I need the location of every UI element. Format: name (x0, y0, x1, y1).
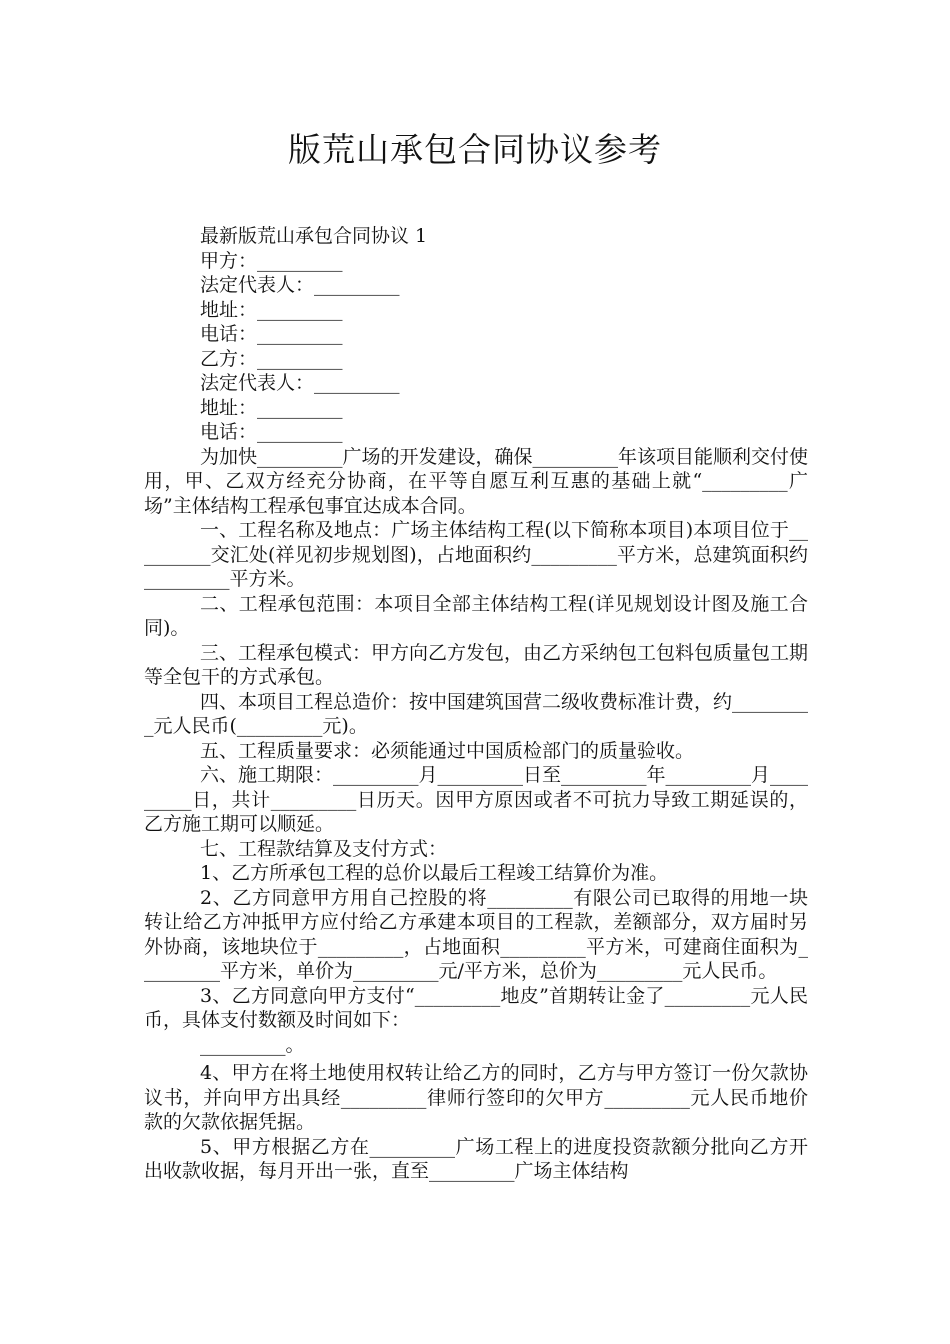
clause-5-paragraph: 五、工程质量要求：必须能通过中国质检部门的质量验收。 (200, 739, 695, 762)
document-body (144, 224, 808, 1184)
clause-7-item-5: 5、甲方根据乙方在_________广场工程上的进度投资款额分批向乙方开出收款收据，每月开出一张，直至_________广场主体结构 (144, 1135, 808, 1182)
clause-2-paragraph: 二、工程承包范围：本项目全部主体结构工程(详见规划设计图及施工合同)。 (144, 592, 808, 639)
clause-7-item-3: 3、乙方同意向甲方支付“_________地皮”首期转让金了_________元人民币，具体支付数额及时间如下： (144, 984, 808, 1031)
preamble-paragraph: 为加快_________广场的开发建设，确保_________年该项目能顺利交付使用，甲、乙双方经充分协商，在平等自愿互利互惠的基础上就“_________广场”主体结构工程承包事宜达成本合同。 (144, 445, 809, 517)
party-a-representative-field: 法定代表人：_________ (200, 274, 400, 296)
party-b-phone-field: 电话：_________ (200, 421, 343, 443)
party-a-address-field: 地址：_________ (200, 298, 343, 321)
clause-7-heading: 七、工程款结算及支付方式： (200, 837, 448, 860)
party-b-field: 乙方：_________ (200, 347, 343, 370)
party-a-field: 甲方：_________ (200, 249, 343, 272)
clause-7-item-4: 4、甲方在将土地使用权转让给乙方的同时，乙方与甲方签订一份欠款协议书，并向甲方出具经_________律师行签印的欠甲方_________元人民币地价款的欠款依据凭据。 (144, 1062, 808, 1133)
clause-4-paragraph: 四、本项目工程总造价：按中国建筑国营二级收费标准计费，约_________元人民币(_________元)。 (144, 690, 809, 737)
clause-7-item-1: 1、乙方所承包工程的总价以最后工程竣工结算价为准。 (200, 862, 669, 884)
party-b-representative-field: 法定代表人：_________ (200, 372, 400, 394)
contract-subtitle: 最新版荒山承包合同协议 1 (200, 225, 428, 247)
document-title: 版荒山承包合同协议参考 (288, 130, 662, 169)
party-a-phone-field: 电话：_________ (200, 323, 343, 345)
clause-1-paragraph: 一、工程名称及地点：广场主体结构工程(以下简称本项目)本项目位于_________交汇处(祥见初步规划图)，占地面积约_________平方米，总建筑面积约_________平方米。 (144, 519, 808, 590)
clause-7-item-2: 2、乙方同意甲方用自己控股的将_________有限公司已取得的用地一块转让给乙方冲抵甲方应付给乙方承建本项目的工程款，差额部分，双方届时另外协商，该地块位于_________，占地面积_________平方米，可建商住面积为_________平方米，单价为_________元/平方米，总价为_________元人民币。 (144, 886, 808, 982)
clause-3-paragraph: 三、工程承包模式：甲方向乙方发包，由乙方采纳包工包料包质量包工期等全包干的方式承包。 (144, 641, 809, 688)
payment-schedule-blank: _________。 (200, 1033, 305, 1056)
clause-6-paragraph: 六、施工期限：_________月_________日至_________年_________月_________日，共计_________日历天。因甲方原因或者不可抗力导致工期延误的，乙方施工期可以顺延。 (144, 764, 809, 835)
party-b-address-field: 地址：_________ (200, 396, 343, 419)
